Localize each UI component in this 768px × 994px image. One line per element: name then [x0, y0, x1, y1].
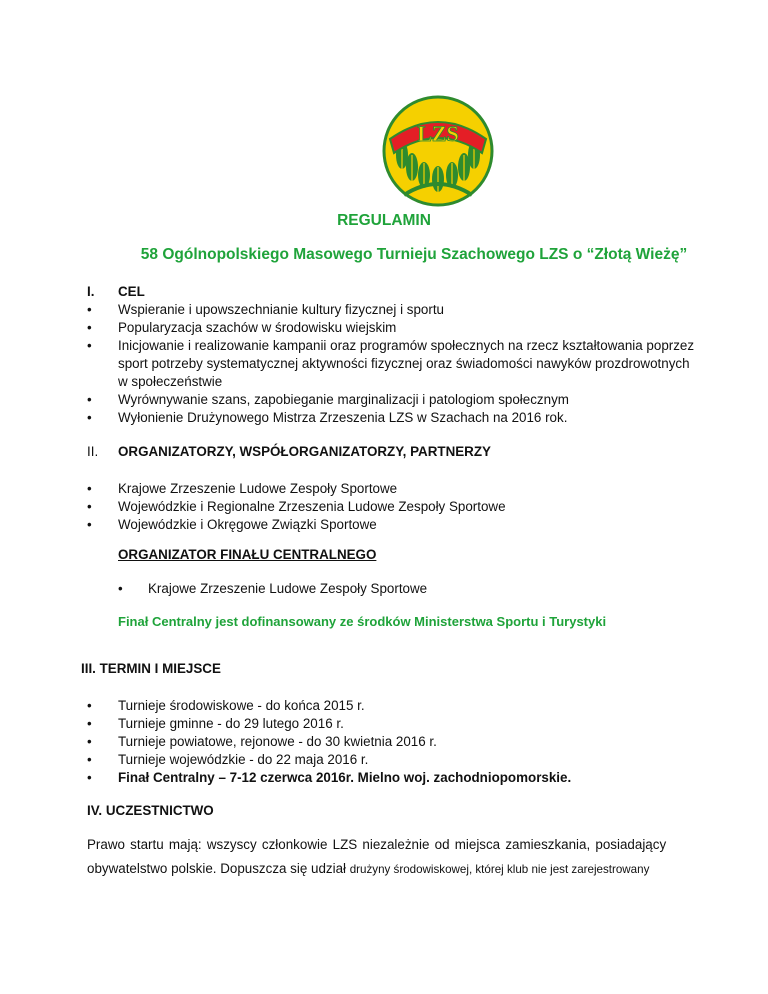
- central-organizer-heading: ORGANIZATOR FINAŁU CENTRALNEGO: [118, 547, 377, 562]
- list-item: Wojewódzkie i Okręgowe Związki Sportowe: [118, 517, 377, 532]
- list-item: Turnieje powiatowe, rejonowe - do 30 kwietnia 2016 r.: [118, 734, 437, 749]
- bullet: •: [87, 517, 92, 532]
- list-item: Krajowe Zrzeszenie Ludowe Zespoły Sportowe: [148, 581, 428, 596]
- paragraph-text: obywatelstwo polskie. Dopuszcza się udział: [87, 861, 350, 876]
- participation-paragraph-line1: Prawo startu mają: wszyscy członkowie LZS niezależnie od miejsca zamieszkania, posiadający: [87, 837, 667, 852]
- document-title: REGULAMIN: [337, 212, 431, 229]
- bullet: •: [87, 734, 92, 749]
- bullet: •: [87, 392, 92, 407]
- section4-heading: IV. UCZESTNICTWO: [87, 803, 214, 818]
- bullet: •: [87, 698, 92, 713]
- list-item-continuation: sport potrzeby systematycznej aktywności fizycznej oraz świadomości nawyków prozdrowotnych: [118, 356, 690, 371]
- bullet: •: [87, 499, 92, 514]
- participation-paragraph-line2: [87, 860, 649, 879]
- bullet: •: [87, 320, 92, 335]
- section3-heading: III. TERMIN I MIEJSCE: [81, 661, 221, 676]
- section1-heading: CEL: [118, 284, 145, 299]
- paragraph-text-small: drużyny środowiskowej, której klub nie jest zarejestrowany: [349, 863, 650, 876]
- document-subtitle: 58 Ogólnopolskiego Masowego Turnieju Szachowego LZS o “Złotą Wieżę”: [140, 246, 688, 263]
- bullet: •: [87, 338, 92, 353]
- bullet: •: [87, 481, 92, 496]
- bullet: •: [87, 302, 92, 317]
- list-item: Wojewódzkie i Regionalne Zrzeszenia Ludowe Zespoły Sportowe: [118, 499, 506, 514]
- section2-heading: ORGANIZATORZY, WSPÓŁORGANIZATORZY, PARTNERZY: [118, 444, 491, 459]
- funding-note: Finał Centralny jest dofinansowany ze środków Ministerstwa Sportu i Turystyki: [118, 614, 607, 629]
- bullet: •: [87, 752, 92, 767]
- logo-text: LZS: [417, 121, 459, 146]
- section2-number: II.: [87, 444, 99, 459]
- bullet: •: [87, 410, 92, 425]
- list-item: Turnieje wojewódzkie - do 22 maja 2016 r.: [118, 752, 369, 767]
- list-item: Inicjowanie i realizowanie kampanii oraz programów społecznych na rzecz kształtowania poprzez: [118, 338, 695, 353]
- section1-number: I.: [87, 284, 95, 299]
- list-item: Wspieranie i upowszechnianie kultury fizycznej i sportu: [118, 302, 444, 317]
- list-item: Krajowe Zrzeszenie Ludowe Zespoły Sportowe: [118, 481, 398, 496]
- list-item: Turnieje gminne - do 29 lutego 2016 r.: [118, 716, 344, 731]
- list-item: Wyłonienie Drużynowego Mistrza Zrzeszenia LZS w Szachach na 2016 rok.: [118, 410, 568, 425]
- list-item: Finał Centralny – 7-12 czerwca 2016r. Mielno woj. zachodniopomorskie.: [118, 770, 572, 785]
- bullet: •: [87, 770, 92, 785]
- list-item: Popularyzacja szachów w środowisku wiejskim: [118, 320, 397, 335]
- lzs-logo: [382, 95, 494, 207]
- list-item: Wyrównywanie szans, zapobieganie marginalizacji i patologiom społecznym: [118, 392, 569, 407]
- list-item: Turnieje środowiskowe - do końca 2015 r.: [118, 698, 365, 713]
- bullet: •: [87, 716, 92, 731]
- list-item-continuation: w społeczeństwie: [118, 374, 223, 389]
- bullet: •: [118, 581, 123, 596]
